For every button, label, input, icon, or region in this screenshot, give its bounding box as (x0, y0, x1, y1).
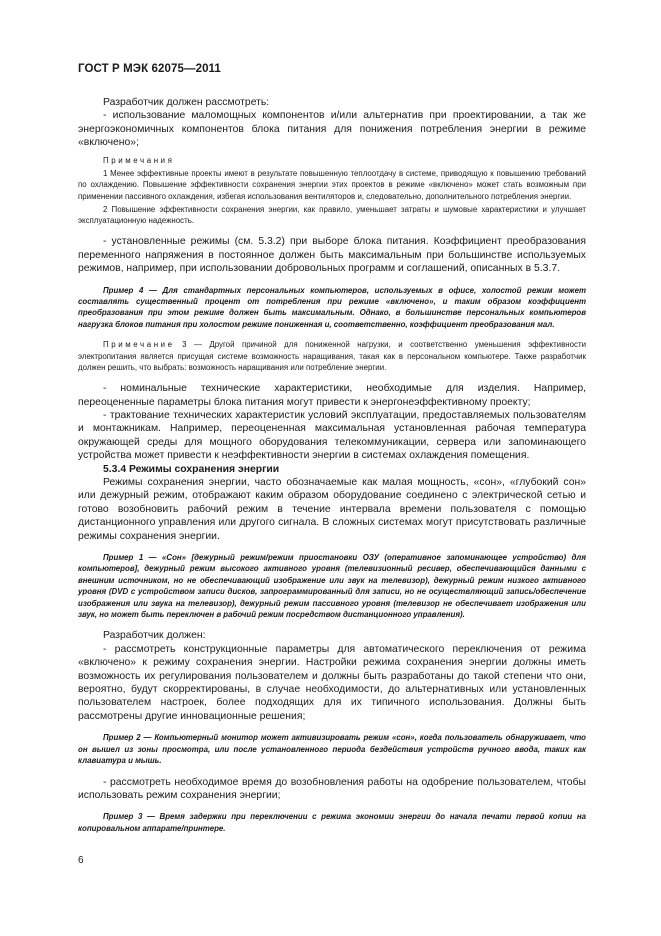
document-header: ГОСТ Р МЭК 62075—2011 (78, 63, 221, 75)
paragraph-power-save-modes: Режимы сохранения энергии, часто обозначаемые как малая мощность, «сон», «глубокий сон» или дежурный режим, отображают каким образом оборудование соединено с электрической сетью и готово возобновить рабочий режим в течение интервала времени пользователя с помощью дистанционного управления или другого сигнала. В сложных системах могут присутствовать различные режимы сохранения энергии. (78, 476, 586, 542)
notes-heading: Примечания (103, 155, 175, 165)
section-heading: 5.3.4 Режимы сохранения энергии (103, 463, 280, 475)
paragraph-auto-switch: - рассмотреть конструкционные параметры для автоматического переключения от режима «включено» к режиму сохранения энергии. Настройки режима сохранения энергии должны иметь возможность их регулирования пользователем и должны быть разработаны до такой степени что они, вероятно, будут скорректированы, в случае необходимости, до альтернативных или установленных пользователем настроек, более подходящих для их типичного использования. Должны быть рассмотрены другие инновационные решения; (78, 643, 586, 722)
document-body (78, 96, 586, 834)
paragraph-ratings: - номинальные технические характеристики, необходимые для изделия. Например, переоцененные параметры блока питания могут привести к энергонеэффективному проекту; (78, 383, 586, 408)
paragraph-intro: Разработчик должен рассмотреть: (103, 97, 270, 108)
example-1: Пример 1 — «Сон» [дежурный режим/режим приостановки ОЗУ (оперативное запоминающее устройство) для компьютеров], дежурный режим высокого активного уровня (телевизионный ресивер, обеспечивающийся данными с внешним источником, но не обеспечивающий изображение или звук на телевизор), дежурный режим низкого активного уровня (DVD с устройством записи дисков, запрограммированный для записи, но не осуществляющий запись/обеспечение изображения или звука на телевизор), дежурный режим пассивного уровня (телевизор не обеспечивает изображения или звук, но может быть переключен в рабочий режим посредством дистанционного управления). (78, 553, 586, 620)
paragraph-resume-time: - рассмотреть необходимое время до возобновления работы на одобрение пользователем, чтобы использовать режим сохранения энергии; (78, 776, 586, 801)
page-number: 6 (78, 855, 84, 866)
paragraph-modes: - установленные режимы (см. 5.3.2) при выборе блока питания. Коэффициент преобразования переменного напряжения в постоянное должен быть максимальным при большинстве используемых режимов, например, при использовании добровольных программ и соглашений, описанных в 5.3.7. (78, 236, 586, 275)
paragraph-interpretation: - трактование технических характеристик условий эксплуатации, предоставляемых пользователям и монтажникам. Например, переоцененная максимальная установленная рабочая температура окружающей среды для мощного оборудования телекоммуникации, сервера или запоминающего устройства может привести к неэффективности энергии в системах охлаждения помещения. (78, 409, 586, 462)
note-3 (78, 339, 586, 373)
paragraph-developer-must: Разработчик должен: (103, 630, 206, 642)
note-3-text: 3 — Другой причиной для пониженной нагрузки, и соответственно уменьшения эффективности электропитания является присущая системе возможность наращивания, такая как в персональном компьютере. Также разработчик должен решить, что выбрать: возможность наращивания или потребление энергии. (78, 340, 586, 372)
note-1: 1 Менее эффективные проекты имеют в результате повышенную теплоотдачу в системе, приводящую к повышению требований по охлаждению. Повышение эффективности сохранения энергии этих проектов в режиме «включено» может стать возможным при применении пассивного охлаждения, избегая использования вентиляторов и, следовательно, дополнительного потребления энергии. (78, 168, 586, 201)
example-4: Пример 4 — Для стандартных персональных компьютеров, используемых в офисе, холостой режим может составлять существенный процент от потребления при режиме «включено», и таким образом коэффициент преобразования при этом режиме должен быть максимальным. Однако, в большинстве персональных компьютеров нагрузка блоков питания при холостом режиме пониженная и, соответственно, коэффициент преобразования мал. (78, 285, 586, 329)
paragraph-components: - использование маломощных компонентов и/или альтернатив при проектировании, а так же энергоэкономичных компонентов блока питания для понижения потребления энергии в режиме «включено»; (78, 110, 586, 149)
example-3: Пример 3 — Время задержки при переключении с режима экономии энергии до начала печати первой копии на копировальном аппарате/принтере. (78, 812, 586, 833)
example-2: Пример 2 — Компьютерный монитор может активизировать режим «сон», когда пользователь обнаруживает, что он вышел из зоны просмотра, или после установленного периода бездействия устройств ручного ввода, таких как клавиатура и мышь. (78, 733, 586, 766)
note-2: 2 Повышение эффективности сохранения энергии, как правило, уменьшает затраты и шумовые характеристики и улучшает эксплуатационную надежность. (78, 204, 586, 226)
note-3-label: Примечание (103, 340, 175, 350)
